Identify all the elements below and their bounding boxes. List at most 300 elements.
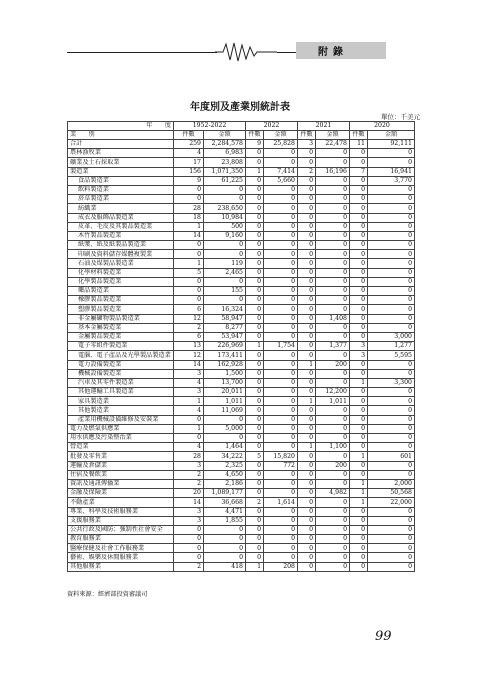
table-row xyxy=(68,406,415,415)
amount-cell: 0 xyxy=(316,369,350,378)
count-cell: 1 xyxy=(350,479,368,488)
amount-cell: 1,071,350 xyxy=(204,167,246,176)
table-row xyxy=(68,222,415,231)
industry-name: 藝術、娛樂及休閒服務業 xyxy=(68,553,174,562)
count-cell: 0 xyxy=(298,452,316,461)
count-cell: 6 xyxy=(174,305,204,314)
table-row xyxy=(68,204,415,213)
industry-name: 家具製造業 xyxy=(68,397,174,406)
amount-cell: 0 xyxy=(264,470,298,479)
amount-cell: 0 xyxy=(264,204,298,213)
count-cell: 0 xyxy=(298,424,316,433)
industry-name: 電腦、電子產品及光學製品製造業 xyxy=(68,351,174,360)
amount-cell: 0 xyxy=(264,434,298,443)
industry-name: 成衣及服飾品製造業 xyxy=(68,213,174,222)
amount-cell: 226,969 xyxy=(204,342,246,351)
count-cell: 3 xyxy=(174,507,204,516)
count-cell: 0 xyxy=(350,250,368,259)
count-cell: 9 xyxy=(174,176,204,185)
table-row xyxy=(68,516,415,525)
count-cell: 14 xyxy=(174,360,204,369)
table-row xyxy=(68,415,415,424)
count-cell: 5 xyxy=(246,452,264,461)
amount-cell: 2,000 xyxy=(368,479,415,488)
amount-cell: 0 xyxy=(264,149,298,158)
count-cell: 2 xyxy=(174,562,204,571)
count-cell: 0 xyxy=(298,470,316,479)
amount-cell: 0 xyxy=(368,222,415,231)
count-cell: 0 xyxy=(174,535,204,544)
count-cell: 0 xyxy=(246,314,264,323)
count-cell: 0 xyxy=(246,544,264,553)
amount-cell: 23,808 xyxy=(204,158,246,167)
count-cell: 0 xyxy=(246,268,264,277)
count-cell: 0 xyxy=(298,176,316,185)
industry-name: 金屬製品製造業 xyxy=(68,332,174,341)
count-cell: 0 xyxy=(350,544,368,553)
amount-cell: 16,941 xyxy=(368,167,415,176)
count-cell: 1 xyxy=(246,167,264,176)
industry-name: 機械設備製造業 xyxy=(68,369,174,378)
count-cell: 0 xyxy=(350,222,368,231)
amount-cell: 0 xyxy=(204,185,246,194)
amount-cell: 4,471 xyxy=(204,507,246,516)
amount-cell: 0 xyxy=(316,406,350,415)
industry-name: 電力設備製造業 xyxy=(68,360,174,369)
corner-industry-label: 業 別 xyxy=(68,131,174,140)
count-cell: 0 xyxy=(350,424,368,433)
count-cell: 0 xyxy=(298,323,316,332)
amount-cell: 0 xyxy=(204,544,246,553)
count-cell: 0 xyxy=(350,397,368,406)
header-rule-right xyxy=(277,52,296,53)
industry-name: 營造業 xyxy=(68,443,174,452)
count-cell: 0 xyxy=(174,553,204,562)
industry-name: 化學材料製造業 xyxy=(68,268,174,277)
amount-cell: 0 xyxy=(368,388,415,397)
amount-cell: 1,855 xyxy=(204,516,246,525)
table-row xyxy=(68,479,415,488)
count-cell: 0 xyxy=(350,305,368,314)
count-cell: 0 xyxy=(246,489,264,498)
table-row xyxy=(68,167,415,176)
amount-cell: 9,160 xyxy=(204,231,246,240)
amount-cell: 0 xyxy=(368,149,415,158)
amount-cell: 238,650 xyxy=(204,204,246,213)
count-cell: 0 xyxy=(350,388,368,397)
amount-cell: 0 xyxy=(368,287,415,296)
amount-cell: 0 xyxy=(316,213,350,222)
count-cell: 0 xyxy=(246,553,264,562)
count-cell: 0 xyxy=(298,516,316,525)
industry-name: 電力及燃氣供應業 xyxy=(68,424,174,433)
count-cell: 3 xyxy=(298,140,316,149)
amount-cell: 0 xyxy=(264,479,298,488)
amount-cell: 0 xyxy=(316,535,350,544)
amount-cell: 0 xyxy=(316,158,350,167)
amount-cell: 0 xyxy=(368,535,415,544)
count-cell: 0 xyxy=(298,406,316,415)
industry-name: 資訊及通訊傳播業 xyxy=(68,479,174,488)
amount-cell: 2,325 xyxy=(204,461,246,470)
year-header: 2021 xyxy=(298,122,350,131)
count-cell: 3 xyxy=(174,388,204,397)
count-cell: 0 xyxy=(298,498,316,507)
amount-cell: 0 xyxy=(264,314,298,323)
count-cell: 0 xyxy=(350,185,368,194)
count-cell: 0 xyxy=(246,241,264,250)
count-cell: 0 xyxy=(350,360,368,369)
count-cell: 0 xyxy=(298,305,316,314)
count-cell: 0 xyxy=(246,204,264,213)
count-cell: 1 xyxy=(298,397,316,406)
count-cell: 0 xyxy=(350,434,368,443)
count-cell: 0 xyxy=(246,397,264,406)
amount-cell: 0 xyxy=(368,185,415,194)
count-cell: 12 xyxy=(174,351,204,360)
count-cell: 0 xyxy=(298,378,316,387)
count-cell: 0 xyxy=(174,415,204,424)
industry-name: 藥品製造業 xyxy=(68,287,174,296)
count-cell: 28 xyxy=(174,452,204,461)
table-row xyxy=(68,305,415,314)
amount-cell: 0 xyxy=(204,535,246,544)
industry-name: 公共行政及國防；強制性社會安全 xyxy=(68,525,174,534)
count-cell: 11 xyxy=(350,140,368,149)
count-cell: 0 xyxy=(350,369,368,378)
count-cell: 0 xyxy=(350,323,368,332)
count-header: 件數 xyxy=(174,131,204,140)
amount-cell: 61,225 xyxy=(204,176,246,185)
amount-cell: 0 xyxy=(368,369,415,378)
count-cell: 0 xyxy=(174,287,204,296)
amount-cell: 0 xyxy=(368,406,415,415)
count-cell: 259 xyxy=(174,140,204,149)
count-cell: 0 xyxy=(350,268,368,277)
count-cell: 0 xyxy=(246,158,264,167)
amount-cell: 20,011 xyxy=(204,388,246,397)
amount-cell: 0 xyxy=(264,360,298,369)
amount-cell: 155 xyxy=(204,287,246,296)
count-cell: 1 xyxy=(174,222,204,231)
count-cell: 0 xyxy=(298,479,316,488)
industry-name: 其他運輸工具製造業 xyxy=(68,388,174,397)
table-row xyxy=(68,185,415,194)
count-cell: 0 xyxy=(246,424,264,433)
count-cell: 2 xyxy=(246,498,264,507)
industry-name: 製造業 xyxy=(68,167,174,176)
count-cell: 0 xyxy=(298,535,316,544)
table-row xyxy=(68,332,415,341)
table-row xyxy=(68,241,415,250)
count-cell: 0 xyxy=(298,259,316,268)
count-cell: 1 xyxy=(298,360,316,369)
table-body xyxy=(68,140,415,572)
count-cell: 0 xyxy=(174,277,204,286)
amount-cell: 0 xyxy=(368,562,415,571)
table-row xyxy=(68,213,415,222)
amount-cell: 0 xyxy=(368,434,415,443)
amount-header: 金額 xyxy=(264,131,298,140)
amount-cell: 12,200 xyxy=(316,388,350,397)
count-cell: 0 xyxy=(350,525,368,534)
amount-cell: 2,465 xyxy=(204,268,246,277)
table-row xyxy=(68,259,415,268)
amount-cell: 0 xyxy=(368,397,415,406)
count-cell: 0 xyxy=(298,525,316,534)
amount-cell: 0 xyxy=(368,525,415,534)
amount-cell: 0 xyxy=(264,287,298,296)
amount-cell: 208 xyxy=(264,562,298,571)
amount-cell: 0 xyxy=(316,525,350,534)
count-cell: 0 xyxy=(350,461,368,470)
amount-header: 金額 xyxy=(368,131,415,140)
amount-cell: 1,464 xyxy=(204,443,246,452)
count-cell: 4 xyxy=(174,378,204,387)
count-cell: 0 xyxy=(350,314,368,323)
amount-cell: 0 xyxy=(264,195,298,204)
count-cell: 0 xyxy=(298,250,316,259)
count-cell: 0 xyxy=(246,415,264,424)
amount-cell: 0 xyxy=(264,241,298,250)
source-note: 資料來源：經濟部投資審議司 xyxy=(67,591,148,598)
amount-cell: 0 xyxy=(368,277,415,286)
count-cell: 0 xyxy=(350,443,368,452)
table-row xyxy=(68,195,415,204)
amount-cell: 16,324 xyxy=(204,305,246,314)
table-row xyxy=(68,360,415,369)
amount-cell: 4,982 xyxy=(316,489,350,498)
table-row xyxy=(68,443,415,452)
amount-cell: 0 xyxy=(264,268,298,277)
amount-cell: 0 xyxy=(368,241,415,250)
count-cell: 0 xyxy=(246,149,264,158)
amount-cell: 2,284,578 xyxy=(204,140,246,149)
count-cell: 0 xyxy=(350,287,368,296)
industry-name: 石油及煤製品製造業 xyxy=(68,259,174,268)
amount-header: 金額 xyxy=(204,131,246,140)
count-cell: 0 xyxy=(298,231,316,240)
table-row xyxy=(68,388,415,397)
amount-cell: 0 xyxy=(264,231,298,240)
amount-cell: 15,820 xyxy=(264,452,298,461)
subheader-row xyxy=(68,131,415,140)
amount-cell: 173,411 xyxy=(204,351,246,360)
count-cell: 0 xyxy=(246,250,264,259)
count-cell: 0 xyxy=(246,434,264,443)
amount-cell: 0 xyxy=(368,231,415,240)
count-cell: 0 xyxy=(246,231,264,240)
amount-cell: 0 xyxy=(316,259,350,268)
count-cell: 0 xyxy=(350,470,368,479)
count-cell: 3 xyxy=(350,351,368,360)
amount-cell: 11,069 xyxy=(204,406,246,415)
table-row xyxy=(68,176,415,185)
amount-cell: 0 xyxy=(316,516,350,525)
amount-cell: 0 xyxy=(204,296,246,305)
count-cell: 0 xyxy=(298,489,316,498)
table-row xyxy=(68,397,415,406)
amount-cell: 0 xyxy=(264,424,298,433)
count-cell: 2 xyxy=(174,470,204,479)
table-row xyxy=(68,158,415,167)
count-cell: 3 xyxy=(350,342,368,351)
count-cell: 0 xyxy=(246,332,264,341)
amount-cell: 1,408 xyxy=(316,314,350,323)
amount-cell: 0 xyxy=(316,231,350,240)
amount-cell: 5,660 xyxy=(264,176,298,185)
industry-name: 其他服務業 xyxy=(68,562,174,571)
year-header-row xyxy=(68,122,415,131)
count-cell: 0 xyxy=(350,507,368,516)
count-cell: 18 xyxy=(174,213,204,222)
statistics-table xyxy=(67,121,415,572)
count-cell: 3 xyxy=(174,516,204,525)
industry-name: 金融及保險業 xyxy=(68,489,174,498)
count-cell: 0 xyxy=(298,149,316,158)
amount-cell: 1,011 xyxy=(316,397,350,406)
count-cell: 1 xyxy=(246,562,264,571)
table-row xyxy=(68,323,415,332)
industry-name: 批發及零售業 xyxy=(68,452,174,461)
amount-cell: 0 xyxy=(316,241,350,250)
amount-cell: 0 xyxy=(264,415,298,424)
amount-cell: 0 xyxy=(316,222,350,231)
industry-name: 電子零組件製造業 xyxy=(68,342,174,351)
count-cell: 0 xyxy=(246,213,264,222)
count-cell: 156 xyxy=(174,167,204,176)
table-row xyxy=(68,351,415,360)
count-cell: 0 xyxy=(298,369,316,378)
count-cell: 0 xyxy=(350,277,368,286)
industry-name: 菸草製造業 xyxy=(68,195,174,204)
count-header: 件數 xyxy=(298,131,316,140)
amount-cell: 0 xyxy=(204,525,246,534)
table-row xyxy=(68,296,415,305)
amount-cell: 2,186 xyxy=(204,479,246,488)
amount-cell: 0 xyxy=(264,158,298,167)
table-row xyxy=(68,268,415,277)
amount-cell: 0 xyxy=(264,507,298,516)
page-title: 年度別及產業別統計表 xyxy=(190,102,290,113)
count-cell: 6 xyxy=(174,332,204,341)
industry-name: 塑膠製品製造業 xyxy=(68,305,174,314)
count-cell: 4 xyxy=(174,443,204,452)
count-cell: 0 xyxy=(246,479,264,488)
amount-cell: 10,984 xyxy=(204,213,246,222)
amount-cell: 58,947 xyxy=(204,314,246,323)
industry-name: 農林漁牧業 xyxy=(68,149,174,158)
count-cell: 0 xyxy=(246,351,264,360)
count-cell: 0 xyxy=(350,259,368,268)
amount-cell: 1,089,177 xyxy=(204,489,246,498)
amount-cell: 50,568 xyxy=(368,489,415,498)
table-row xyxy=(68,452,415,461)
amount-cell: 0 xyxy=(204,250,246,259)
amount-cell: 0 xyxy=(264,296,298,305)
amount-cell: 0 xyxy=(316,479,350,488)
industry-name: 基本金屬製造業 xyxy=(68,323,174,332)
amount-cell: 3,000 xyxy=(368,332,415,341)
amount-cell: 200 xyxy=(316,461,350,470)
count-cell: 1 xyxy=(350,498,368,507)
count-cell: 0 xyxy=(298,241,316,250)
count-cell: 28 xyxy=(174,204,204,213)
table-row xyxy=(68,369,415,378)
amount-cell: 0 xyxy=(316,149,350,158)
amount-cell: 92,111 xyxy=(368,140,415,149)
count-cell: 0 xyxy=(350,406,368,415)
amount-cell: 0 xyxy=(264,397,298,406)
amount-cell: 0 xyxy=(264,489,298,498)
amount-cell: 0 xyxy=(368,415,415,424)
count-cell: 0 xyxy=(350,562,368,571)
count-cell: 0 xyxy=(174,434,204,443)
amount-cell: 0 xyxy=(368,314,415,323)
count-cell: 0 xyxy=(174,544,204,553)
amount-cell: 772 xyxy=(264,461,298,470)
count-cell: 0 xyxy=(298,507,316,516)
count-cell: 9 xyxy=(246,140,264,149)
appendix-tab-label: 附錄 xyxy=(318,47,348,58)
industry-name: 橡膠製品製造業 xyxy=(68,296,174,305)
amount-cell: 162,928 xyxy=(204,360,246,369)
count-cell: 13 xyxy=(174,342,204,351)
count-header: 件數 xyxy=(350,131,368,140)
amount-cell: 1,754 xyxy=(264,342,298,351)
amount-cell: 0 xyxy=(264,553,298,562)
amount-cell: 1,277 xyxy=(368,342,415,351)
amount-cell: 0 xyxy=(368,250,415,259)
amount-cell: 0 xyxy=(264,406,298,415)
industry-name: 用水供應及污染整治業 xyxy=(68,434,174,443)
count-cell: 0 xyxy=(246,535,264,544)
industry-name: 非金屬礦物製品製造業 xyxy=(68,314,174,323)
amount-cell: 0 xyxy=(264,185,298,194)
count-cell: 0 xyxy=(174,195,204,204)
amount-cell: 0 xyxy=(264,516,298,525)
table-row xyxy=(68,231,415,240)
amount-cell: 0 xyxy=(316,277,350,286)
count-cell: 0 xyxy=(298,222,316,231)
amount-cell: 0 xyxy=(264,222,298,231)
count-cell: 0 xyxy=(298,415,316,424)
count-cell: 0 xyxy=(350,553,368,562)
amount-cell: 0 xyxy=(316,452,350,461)
count-cell: 5 xyxy=(174,268,204,277)
industry-name: 紡織業 xyxy=(68,204,174,213)
industry-name: 不動產業 xyxy=(68,498,174,507)
count-cell: 0 xyxy=(298,562,316,571)
count-cell: 1 xyxy=(350,378,368,387)
amount-cell: 13,700 xyxy=(204,378,246,387)
amount-cell: 1,614 xyxy=(264,498,298,507)
table-row xyxy=(68,434,415,443)
amount-cell: 0 xyxy=(204,415,246,424)
count-cell: 0 xyxy=(350,195,368,204)
industry-name: 紙漿、紙及紙製品製造業 xyxy=(68,241,174,250)
amount-cell: 0 xyxy=(316,378,350,387)
count-cell: 0 xyxy=(298,296,316,305)
count-cell: 2 xyxy=(174,323,204,332)
table-row xyxy=(68,342,415,351)
amount-cell: 200 xyxy=(316,360,350,369)
count-cell: 0 xyxy=(298,461,316,470)
amount-cell: 0 xyxy=(368,553,415,562)
amount-header: 金額 xyxy=(316,131,350,140)
count-cell: 0 xyxy=(246,195,264,204)
count-cell: 4 xyxy=(174,149,204,158)
